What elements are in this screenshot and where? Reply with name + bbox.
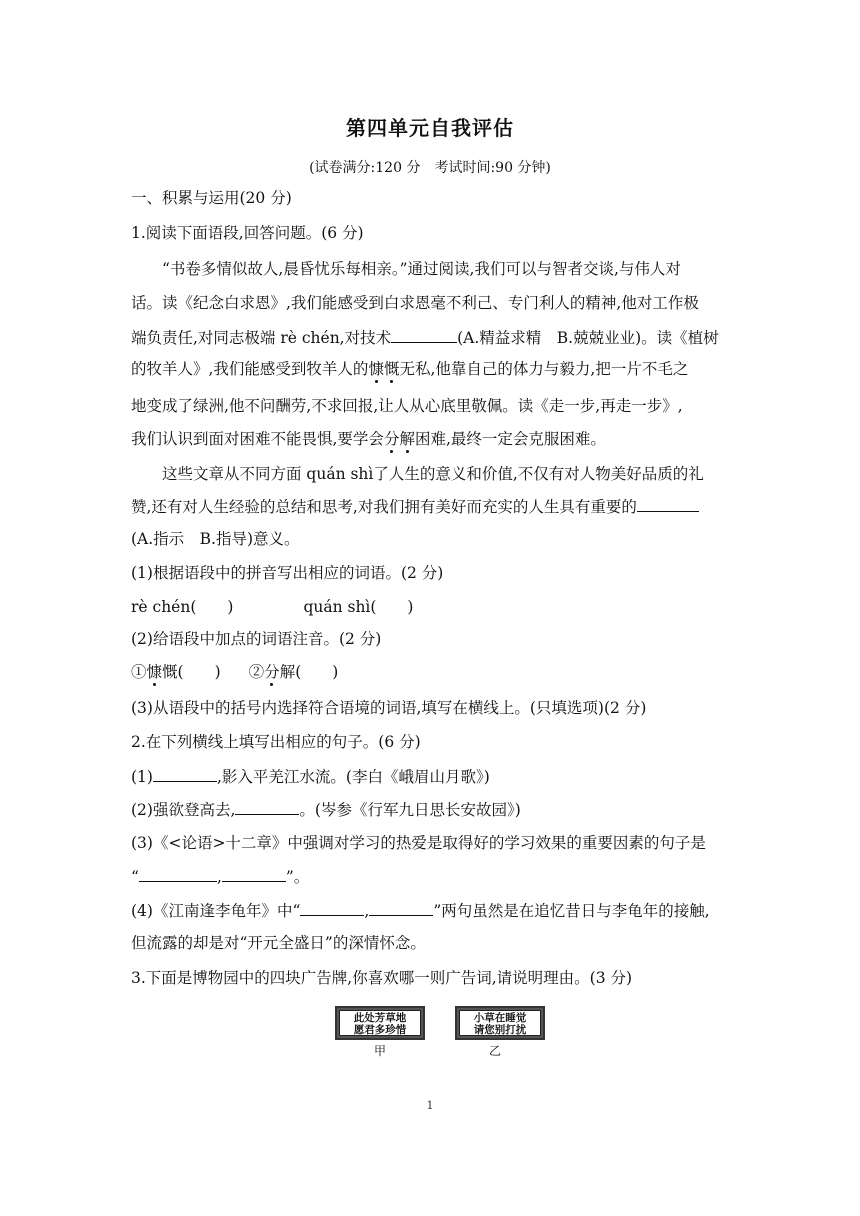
passage-text: 赞,还有对人生经验的总结和思考,对我们拥有美好而充实的人生具有重要的 — [131, 498, 637, 516]
sentence-text: 。(岑参《行军九日思长安故园》) — [299, 801, 521, 819]
passage-text: 端负责任,对同志极端 rè chén,对技术 — [131, 329, 392, 347]
billboard-text: 此处芳草地 — [353, 1012, 407, 1024]
question-3-stem: 3.下面是博物园中的四块广告牌,你喜欢哪一则广告词,请说明理由。(3 分) — [131, 969, 633, 987]
passage-text: 我们认识到面对困难不能畏惧,要学会 — [131, 430, 384, 448]
billboard-text: 小草在睡觉 — [473, 1012, 527, 1024]
passage-line: (A.指示 B.指导)意义。 — [131, 530, 300, 548]
section-heading: 一、积累与运用(20 分) — [131, 189, 292, 207]
billboard-jia — [335, 1006, 425, 1040]
passage-line — [131, 358, 688, 380]
billboard-text: 请您别打扰 — [473, 1024, 527, 1036]
dotted-char: 分 — [264, 663, 280, 681]
sentence-text: (4)《江南逢李龟年》中“ — [131, 902, 301, 920]
exam-info: (试卷满分:120 分 考试时间:90 分钟) — [309, 160, 551, 176]
comma: , — [364, 902, 370, 920]
billboard-label: 甲 — [373, 1044, 386, 1058]
page-title: 第四单元自我评估 — [346, 116, 514, 140]
question-1-stem: 1.阅读下面语段,回答问题。(6 分) — [131, 224, 364, 242]
fill-sentence — [131, 899, 710, 922]
fill-sentence — [131, 798, 521, 821]
pinyin-item[interactable]: quán shì( ) — [303, 598, 414, 616]
sentence-text: ,影入平羌江水流。(李白《峨眉山月歌》) — [216, 768, 490, 786]
quote-mark: ”。 — [285, 868, 310, 886]
passage-line: 地变成了绿洲,他不问酬劳,不求回报,让人从心底里敬佩。读《走一步,再走一步》, — [131, 397, 683, 415]
question-2-stem: 2.在下列横线上填写出相应的句子。(6 分) — [131, 733, 421, 751]
answer-blank[interactable] — [637, 495, 699, 512]
passage-line — [131, 495, 699, 518]
billboard-text: 愿君多珍惜 — [353, 1024, 407, 1036]
billboard-face — [339, 1010, 421, 1036]
char: 慨 — [162, 663, 178, 681]
passage-line: “书卷多情似故人,晨昏忧乐每相亲。”通过阅读,我们可以与智者交谈,与伟人对 — [162, 260, 681, 278]
annotation-answer-row — [131, 661, 338, 683]
passage-text: 困难,最终一定会克服困难。 — [414, 430, 606, 448]
answer-blank[interactable] — [153, 765, 217, 782]
passage-text: 无私,他靠自己的体力与毅力,把一片不毛之 — [399, 360, 689, 378]
billboard-yi — [455, 1006, 545, 1040]
passage-text: 的牧羊人》,我们能感受到牧羊人的 — [131, 360, 369, 378]
dotted-char: 慷 — [146, 663, 163, 681]
answer-blank[interactable] — [235, 798, 299, 815]
passage-line — [131, 326, 719, 349]
sentence-text: ”两句虽然是在追忆昔日与李龟年的接触, — [433, 902, 710, 920]
dotted-char: 慷 — [368, 360, 384, 378]
answer-blank[interactable] — [139, 865, 217, 882]
dotted-char: 分 — [383, 430, 400, 448]
item-marker: ② — [248, 663, 265, 681]
dotted-char: 慨 — [383, 360, 400, 378]
item-number: (1) — [131, 768, 153, 786]
passage-line: 这些文章从不同方面 quán shì了人生的意义和价值,不仅有对人物美好品质的礼 — [162, 465, 704, 483]
answer-paren[interactable]: ( ) — [295, 663, 339, 681]
quote-mark: “ — [131, 868, 139, 886]
fill-sentence — [131, 865, 309, 888]
char: 解 — [279, 663, 296, 681]
sentence-text: (2)强欲登高去, — [131, 801, 236, 819]
sub-question: (1)根据语段中的拼音写出相应的词语。(2 分) — [131, 564, 444, 582]
passage-text: (A.精益求精 B.兢兢业业)。读《植树 — [457, 329, 719, 347]
billboard-label: 乙 — [488, 1044, 501, 1058]
dotted-char: 解 — [399, 430, 415, 448]
comma: , — [216, 868, 222, 886]
item-marker: ① — [131, 663, 147, 681]
passage-line — [131, 428, 606, 450]
answer-paren[interactable]: ( ) — [177, 663, 221, 681]
answer-blank[interactable] — [222, 865, 286, 882]
pinyin-answer-row — [131, 596, 413, 618]
sub-question: (2)给语段中加点的词语注音。(2 分) — [131, 630, 382, 648]
fill-sentence: 但流露的却是对“开元全盛日”的深情怀念。 — [131, 934, 426, 952]
page-number: 1 — [426, 1099, 434, 1112]
answer-blank[interactable] — [300, 899, 364, 916]
passage-line: 话。读《纪念白求恩》,我们能感受到白求恩毫不利己、专门利人的精神,他对工作极 — [131, 294, 699, 312]
pinyin-item[interactable]: rè chén( ) — [131, 598, 234, 616]
answer-blank[interactable] — [391, 326, 457, 343]
fill-sentence: (3)《<论语>十二章》中强调对学习的热爱是取得好的学习效果的重要因素的句子是 — [131, 834, 706, 852]
fill-sentence — [131, 765, 490, 788]
sub-question: (3)从语段中的括号内选择符合语境的词语,填写在横线上。(只填选项)(2 分) — [131, 699, 647, 717]
answer-blank[interactable] — [369, 899, 433, 916]
billboard-face — [459, 1010, 541, 1036]
